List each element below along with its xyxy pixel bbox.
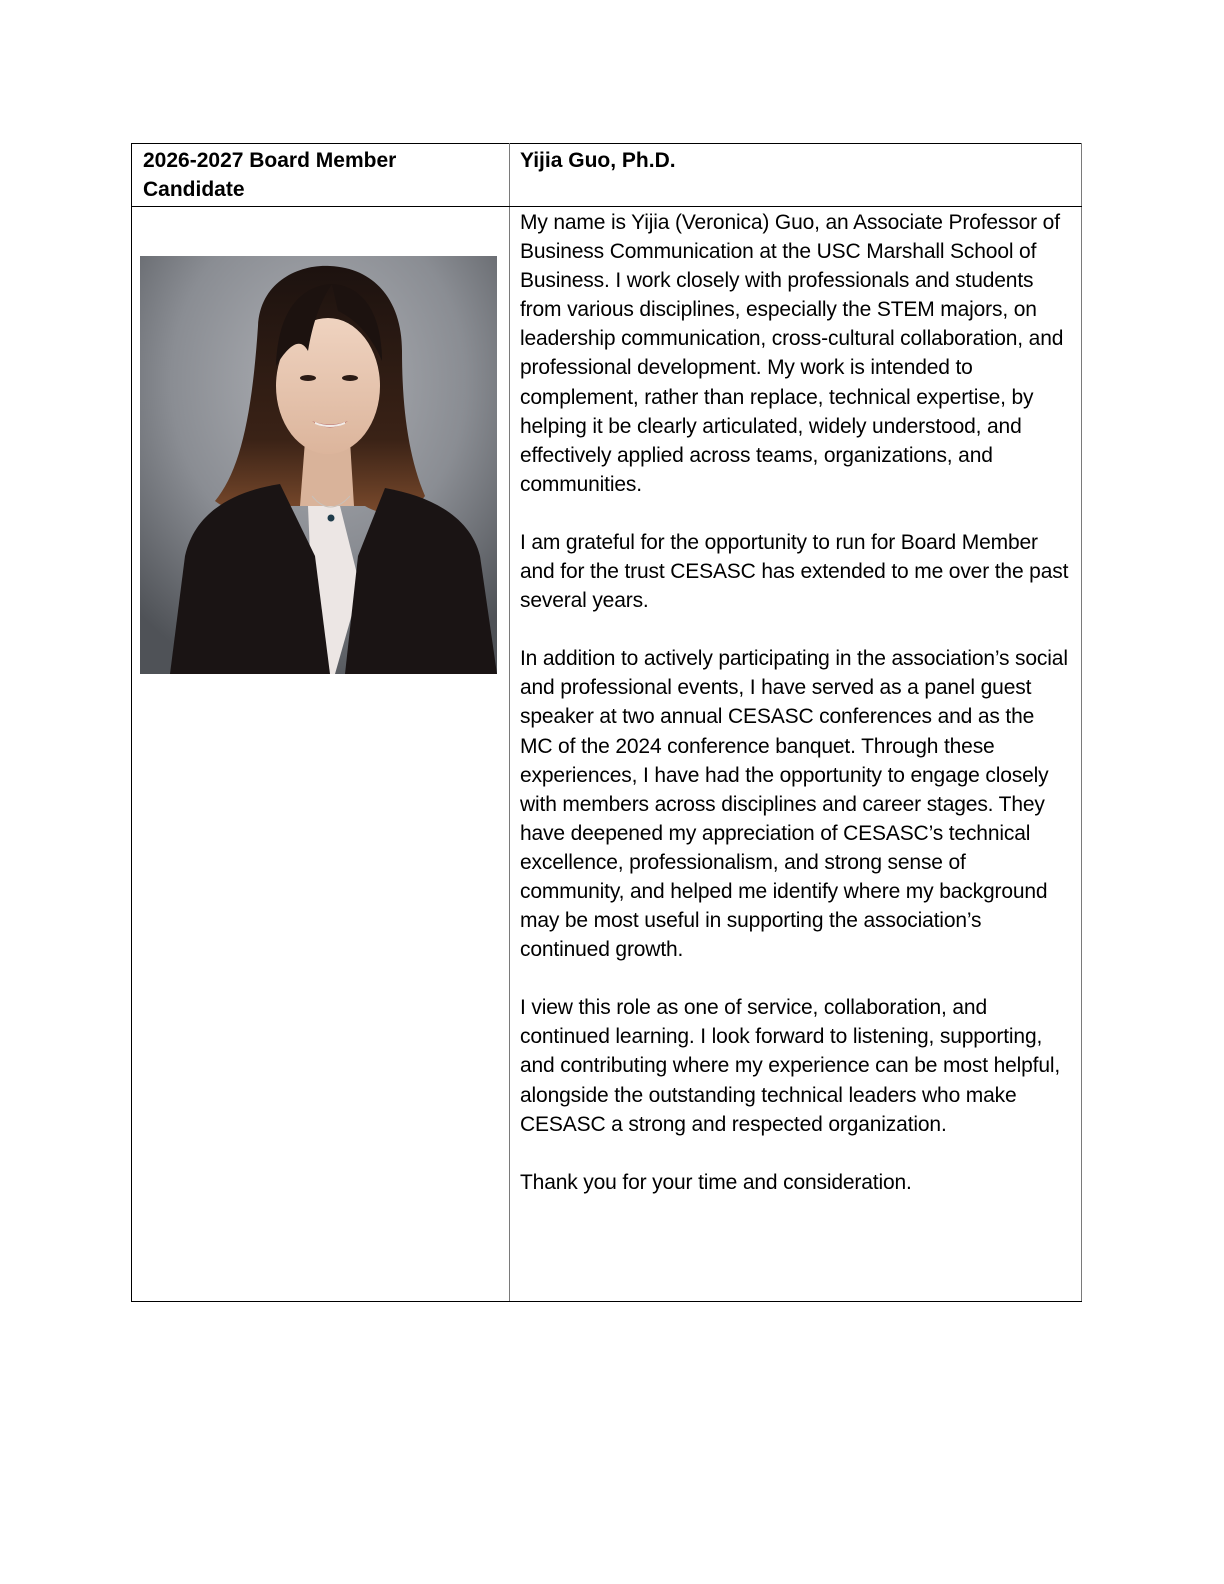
bio-paragraph-experience: In addition to actively participating in the association’s social and professional events, I have served as a panel guest speaker at two annual CESASC conferences and as the MC of the 2024 conference banquet. Through these experiences, I have had the opportunity to engage closely with members across disciplines and career stages. They have deepened my appreciation of CESASC’s technical excellence, professionalism, and strong sense of community, and helped me identify where my background may be most useful in supporting the association’s continued growth. bbox=[520, 647, 1068, 962]
bio-paragraph-intro: My name is Yijia (Veronica) Guo, an Associate Professor of Business Communication at the USC Marshall School of Business. I work closely with professionals and students from various disciplines, especially the STEM majors, on leadership communication, cross-cultural collaboration, and professional development. My work is intended to complement, rather than replace, technical expertise, by helping it be clearly articulated, widely understood, and effectively applied across teams, organizations, and communities. bbox=[520, 211, 1064, 496]
bio-paragraph-vision: I view this role as one of service, collaboration, and continued learning. I look forward to listening, supporting, and contributing where my experience can be most helpful, alongside the outstanding technical leaders who make CESASC a strong and respected organization. bbox=[520, 996, 1061, 1136]
header-row bbox=[132, 144, 1082, 207]
role-label-cell bbox=[132, 144, 510, 207]
photo-cell bbox=[132, 207, 510, 1302]
candidate-bio bbox=[510, 208, 1081, 1197]
portrait-photo-icon bbox=[140, 256, 497, 674]
role-label: 2026-2027 Board Member Candidate bbox=[143, 149, 397, 201]
candidate-table bbox=[131, 143, 1082, 1302]
candidate-name: Yijia Guo, Ph.D. bbox=[520, 149, 676, 172]
body-row bbox=[132, 207, 1082, 1302]
bio-cell bbox=[510, 207, 1082, 1302]
portrait-photo bbox=[140, 256, 497, 674]
candidate-name-cell bbox=[510, 144, 1082, 207]
bio-paragraph-gratitude: I am grateful for the opportunity to run for Board Member and for the trust CESASC has extended to me over the past several years. bbox=[520, 530, 1069, 613]
bio-paragraph-closing: Thank you for your time and consideration. bbox=[520, 1170, 912, 1194]
